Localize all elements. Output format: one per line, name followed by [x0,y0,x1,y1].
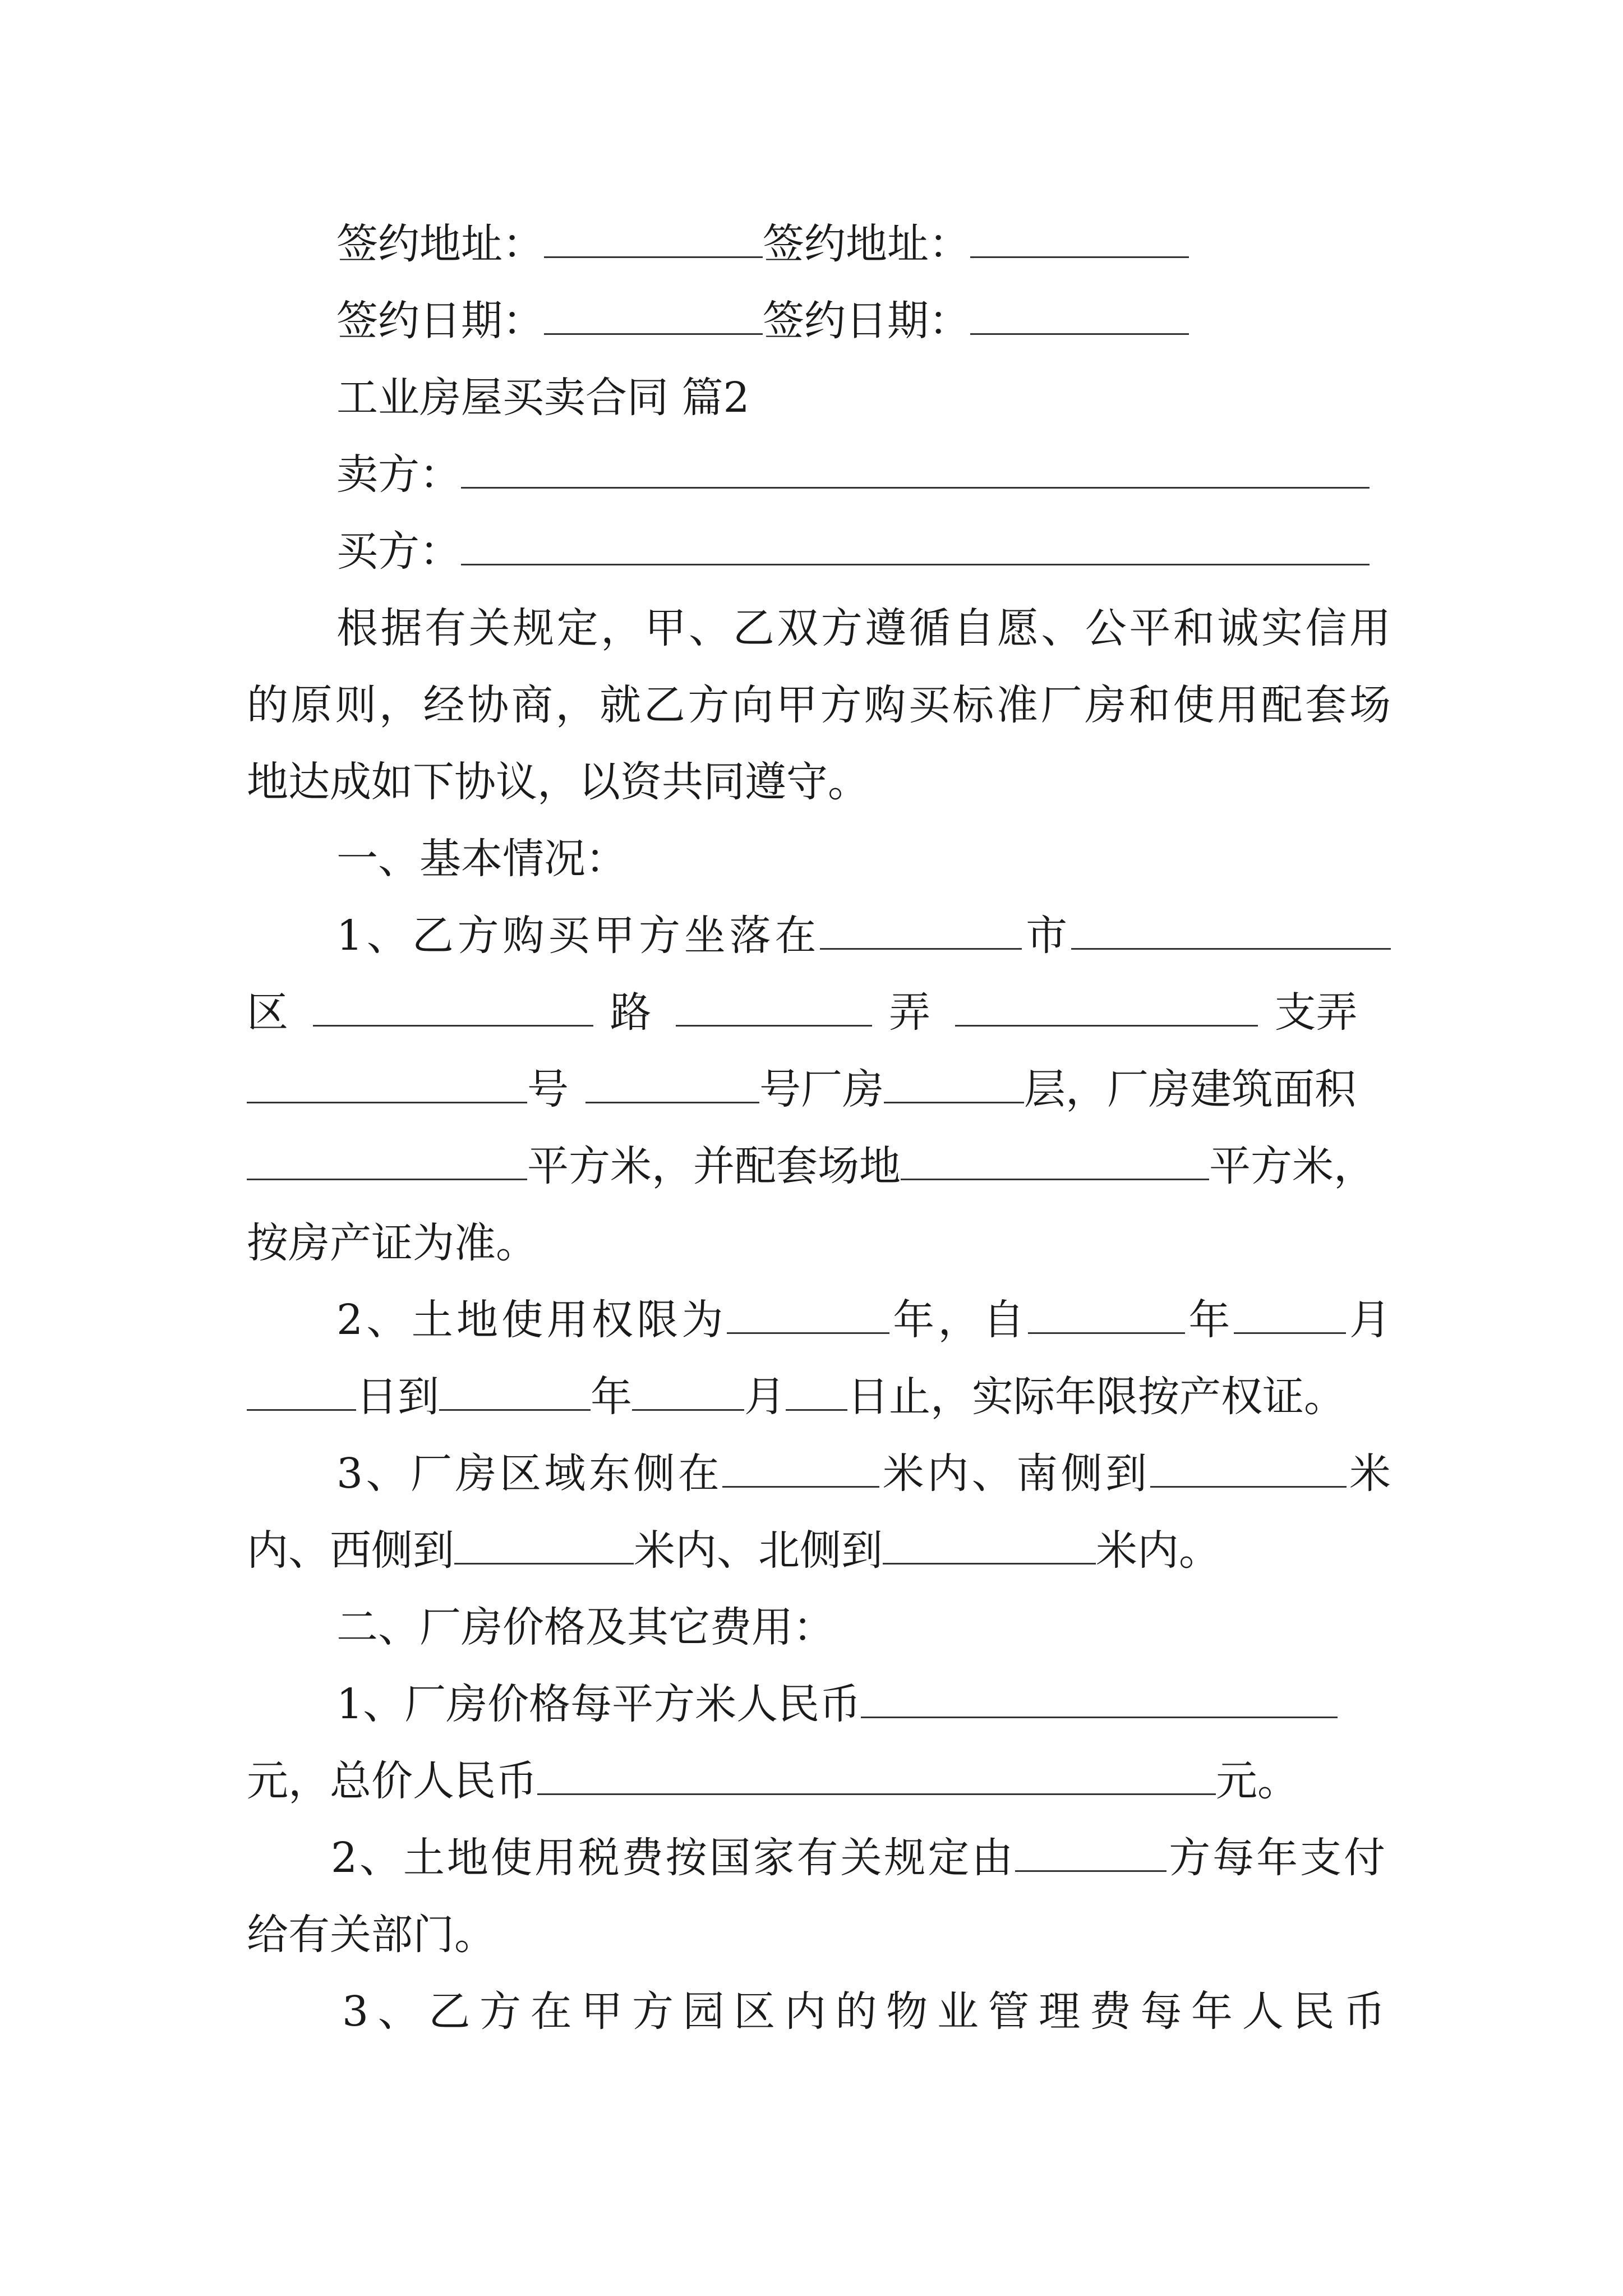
text-segment: 米内、南侧到 [879,1450,1150,1498]
item-1-2-line-2 [247,1369,1391,1425]
text-segment: 日到 [356,1373,439,1421]
text-segment: 2、土地使用权限为 [336,1296,727,1344]
contract-title: 工业房屋买卖合同 篇2 [336,374,750,422]
text-segment: 3、厂房区域东侧在 [336,1450,723,1498]
text-segment: 1、乙方购买甲方坐落在 [336,912,820,960]
blank-field [1015,1831,1166,1872]
blank-field [970,294,1189,335]
item-1-1-line-2 [247,984,1391,1041]
sign-date-line [336,293,1391,349]
text-segment: 平方米，并配套场地 [527,1142,901,1190]
seller-line [336,447,1391,503]
section-1-heading: 一、基本情况： [336,835,627,883]
blank-field [722,1447,879,1488]
blank-field [454,1524,634,1565]
blank-field [313,986,593,1027]
blank-field [883,1524,1096,1565]
blank-field [676,986,872,1027]
text-segment: 元，总价人民币 [247,1757,537,1805]
text-segment: 市 [1022,912,1071,960]
blank-field [884,1062,1024,1103]
blank-field [461,524,1370,565]
blank-field [955,986,1258,1027]
sign-date-label: 签约日期： [336,297,544,345]
text-segment: 米内、北侧到 [634,1526,883,1575]
text-segment: 月 [744,1373,786,1421]
blank-field [820,909,1022,950]
item-2-2-line-2: 给有关部门。 [247,1911,496,1959]
blank-field [585,1062,759,1103]
blank-field [1150,1447,1347,1488]
text-segment: 平方米， [1209,1142,1375,1190]
text-segment: 层，厂房建筑面积 [1024,1065,1356,1114]
section-2-heading: 二、厂房价格及其它费用： [336,1603,834,1651]
blank-field [727,1293,889,1334]
blank-field [632,1370,744,1411]
seller-label: 卖方： [336,450,461,499]
text-segment: 弄 [889,988,931,1037]
text-segment: 方每年支付 [1166,1834,1385,1882]
text-segment: 内、西侧到 [247,1526,454,1575]
text-segment: 支弄 [1274,988,1358,1037]
text-segment: 号 [527,1065,569,1114]
blank-field [461,448,1370,489]
item-1-2-line-1 [336,1292,1391,1348]
blank-field [247,1139,527,1180]
item-1-3-line-1 [336,1446,1391,1502]
item-2-1-line-2 [247,1753,1391,1809]
sign-address-label: 签约地址： [336,220,544,268]
text-segment: 年 [591,1373,632,1421]
intro-line-2: 的原则，经协商，就乙方向甲方购买标准厂房和使用配套场 [247,681,1391,729]
blank-field [901,1139,1209,1180]
buyer-label: 买方： [336,527,461,576]
text-segment: 月 [1345,1296,1391,1344]
buyer-line [336,523,1391,579]
item-1-3-line-2 [247,1522,1391,1579]
blank-field [970,217,1189,258]
blank-field [544,294,763,335]
item-2-3-line-1: 3、乙方在甲方园区内的物业管理费每年人民币 [342,1987,1385,2036]
blank-field [861,1677,1338,1718]
blank-field [1028,1293,1185,1334]
blank-field [1234,1293,1346,1334]
blank-field [544,217,763,258]
text-segment: 1、厂房价格每平方米人民币 [336,1680,861,1728]
sign-address-line [336,216,1391,272]
intro-line-1: 根据有关规定，甲、乙双方遵循自愿、公平和诚实信用 [336,604,1391,652]
text-segment: 米 [1346,1450,1391,1498]
text-segment: 年 [1185,1296,1234,1344]
item-1-1-line-3 [247,1061,1391,1117]
text-segment: 元。 [1216,1757,1299,1805]
item-2-2-line-1 [331,1830,1385,1886]
blank-field [537,1754,1216,1795]
text-segment: 日止，实际年限按产权证。 [847,1373,1345,1421]
text-segment: 年，自 [889,1296,1029,1344]
text-segment: 米内。 [1096,1526,1220,1575]
blank-field [786,1370,847,1411]
item-1-1-line-1 [336,908,1391,964]
item-2-1-line-1 [336,1676,1391,1732]
blank-field [247,1370,356,1411]
sign-date-label: 签约日期： [763,297,970,345]
item-1-1-line-4 [247,1138,1391,1194]
sign-address-label: 签约地址： [763,220,970,268]
blank-field [247,1062,527,1103]
text-segment: 号厂房 [759,1065,884,1114]
intro-line-3: 地达成如下协议，以资共同遵守。 [247,758,869,806]
text-segment: 路 [610,988,652,1037]
blank-field [1071,909,1391,950]
blank-field [439,1370,591,1411]
text-segment: 2、土地使用税费按国家有关规定由 [331,1834,1016,1882]
item-1-1-line-5: 按房产证为准。 [247,1219,537,1267]
text-segment: 区 [247,988,288,1037]
